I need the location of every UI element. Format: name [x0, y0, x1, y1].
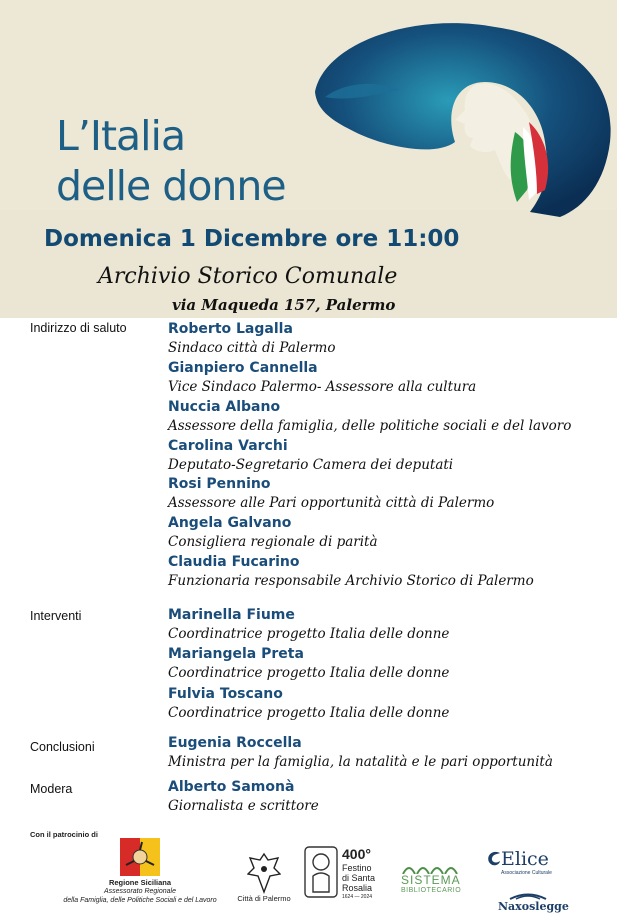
festino-number: 400° — [342, 846, 371, 862]
event-title-line1: L’Italia — [56, 112, 186, 160]
festino-line1: Festino — [342, 863, 372, 873]
speaker-role: Consigliera regionale di parità — [168, 534, 378, 550]
speaker-item — [168, 437, 453, 475]
speaker-role: Ministra per la famiglia, la natalità e le pari opportunità — [168, 754, 553, 770]
naxoslegge-name: Naxoslegge — [498, 900, 569, 913]
speaker-item — [168, 553, 534, 591]
sistema-line2: BIBLIOTECARIO — [401, 887, 462, 894]
speaker-item — [168, 320, 335, 358]
speaker-name: Nuccia Albano — [168, 399, 281, 415]
speaker-role: Deputato-Segretario Camera dei deputati — [168, 457, 454, 473]
regione-line2: Assessorato Regionale — [104, 888, 176, 895]
woman-profile-illustration — [305, 22, 617, 222]
speaker-name: Alberto Samonà — [168, 779, 295, 795]
rosalia-emblem-icon — [304, 846, 338, 898]
palermo-label: Città di Palermo — [237, 894, 291, 903]
section-label-modera: Modera — [30, 782, 73, 796]
speaker-role: Giornalista e scrittore — [168, 798, 319, 814]
speaker-item — [168, 778, 319, 816]
speaker-name: Carolina Varchi — [168, 438, 288, 454]
patronage-label: Con il patrocinio di — [30, 830, 98, 839]
speaker-item — [168, 734, 553, 772]
speaker-item — [168, 645, 449, 683]
sistema-line1: SISTEMA — [401, 873, 461, 887]
citta-palermo-logo — [236, 852, 292, 903]
speaker-item — [168, 514, 378, 552]
elice-swirl-icon — [486, 850, 502, 868]
regione-name: Regione Siciliana — [108, 878, 172, 887]
arches-icon — [401, 860, 463, 874]
event-venue: Archivio Storico Comunale — [98, 264, 398, 289]
eagle-crest-icon — [247, 852, 281, 894]
speaker-name: Marinella Fiume — [168, 607, 295, 623]
speaker-name: Roberto Lagalla — [168, 321, 293, 337]
elice-subtitle: Associazione Culturale — [501, 870, 552, 876]
elice-name: Elice — [501, 848, 549, 870]
speaker-role: Sindaco città di Palermo — [168, 340, 336, 356]
speaker-name: Gianpiero Cannella — [168, 360, 318, 376]
regione-line3: della Famiglia, delle Politiche Sociali e del Lavoro — [63, 897, 217, 904]
speaker-role: Coordinatrice progetto Italia delle donne — [168, 665, 450, 681]
event-date-time: Domenica 1 Dicembre ore 11:00 — [44, 226, 460, 252]
event-address: via Maqueda 157, Palermo — [172, 296, 396, 314]
speaker-name: Fulvia Toscano — [168, 686, 283, 702]
festino-santa-rosalia-logo — [304, 846, 384, 902]
speaker-role: Vice Sindaco Palermo- Assessore alla cultura — [168, 379, 477, 395]
festino-line3: Rosalia — [342, 883, 373, 893]
speaker-role: Funzionaria responsabile Archivio Storico di Palermo — [168, 573, 534, 589]
speaker-name: Angela Galvano — [168, 515, 292, 531]
speaker-role: Coordinatrice progetto Italia delle donne — [168, 705, 450, 721]
poster-header — [0, 0, 617, 318]
naxoslegge-logo — [498, 890, 568, 913]
trinacria-icon — [120, 838, 160, 876]
event-title-line2: delle donne — [56, 162, 286, 210]
speaker-role: Assessore alle Pari opportunità città di Palermo — [168, 495, 495, 511]
speaker-item — [168, 685, 449, 723]
speaker-role: Assessore della famiglia, delle politiche sociali e del lavoro — [168, 418, 572, 434]
section-label-interventi: Interventi — [30, 609, 82, 623]
festino-line2: di Santa — [342, 873, 376, 883]
sponsors-footer — [0, 820, 617, 919]
speaker-item — [168, 475, 494, 513]
speaker-name: Claudia Fucarino — [168, 554, 300, 570]
speaker-item — [168, 359, 476, 397]
book-icon — [508, 890, 548, 900]
section-label-saluto: Indirizzo di saluto — [30, 321, 127, 335]
section-label-conclusioni: Conclusioni — [30, 740, 95, 754]
speaker-name: Mariangela Preta — [168, 646, 304, 662]
regione-siciliana-logo — [55, 838, 225, 905]
speaker-name: Eugenia Roccella — [168, 735, 302, 751]
speaker-role: Coordinatrice progetto Italia delle donne — [168, 626, 450, 642]
program-section — [0, 318, 617, 820]
speaker-name: Rosi Pennino — [168, 476, 271, 492]
speaker-item — [168, 606, 449, 644]
festino-years: 1624 — 2024 — [342, 894, 373, 900]
sistema-bibliotecario-logo — [401, 860, 469, 894]
speaker-item — [168, 398, 571, 436]
